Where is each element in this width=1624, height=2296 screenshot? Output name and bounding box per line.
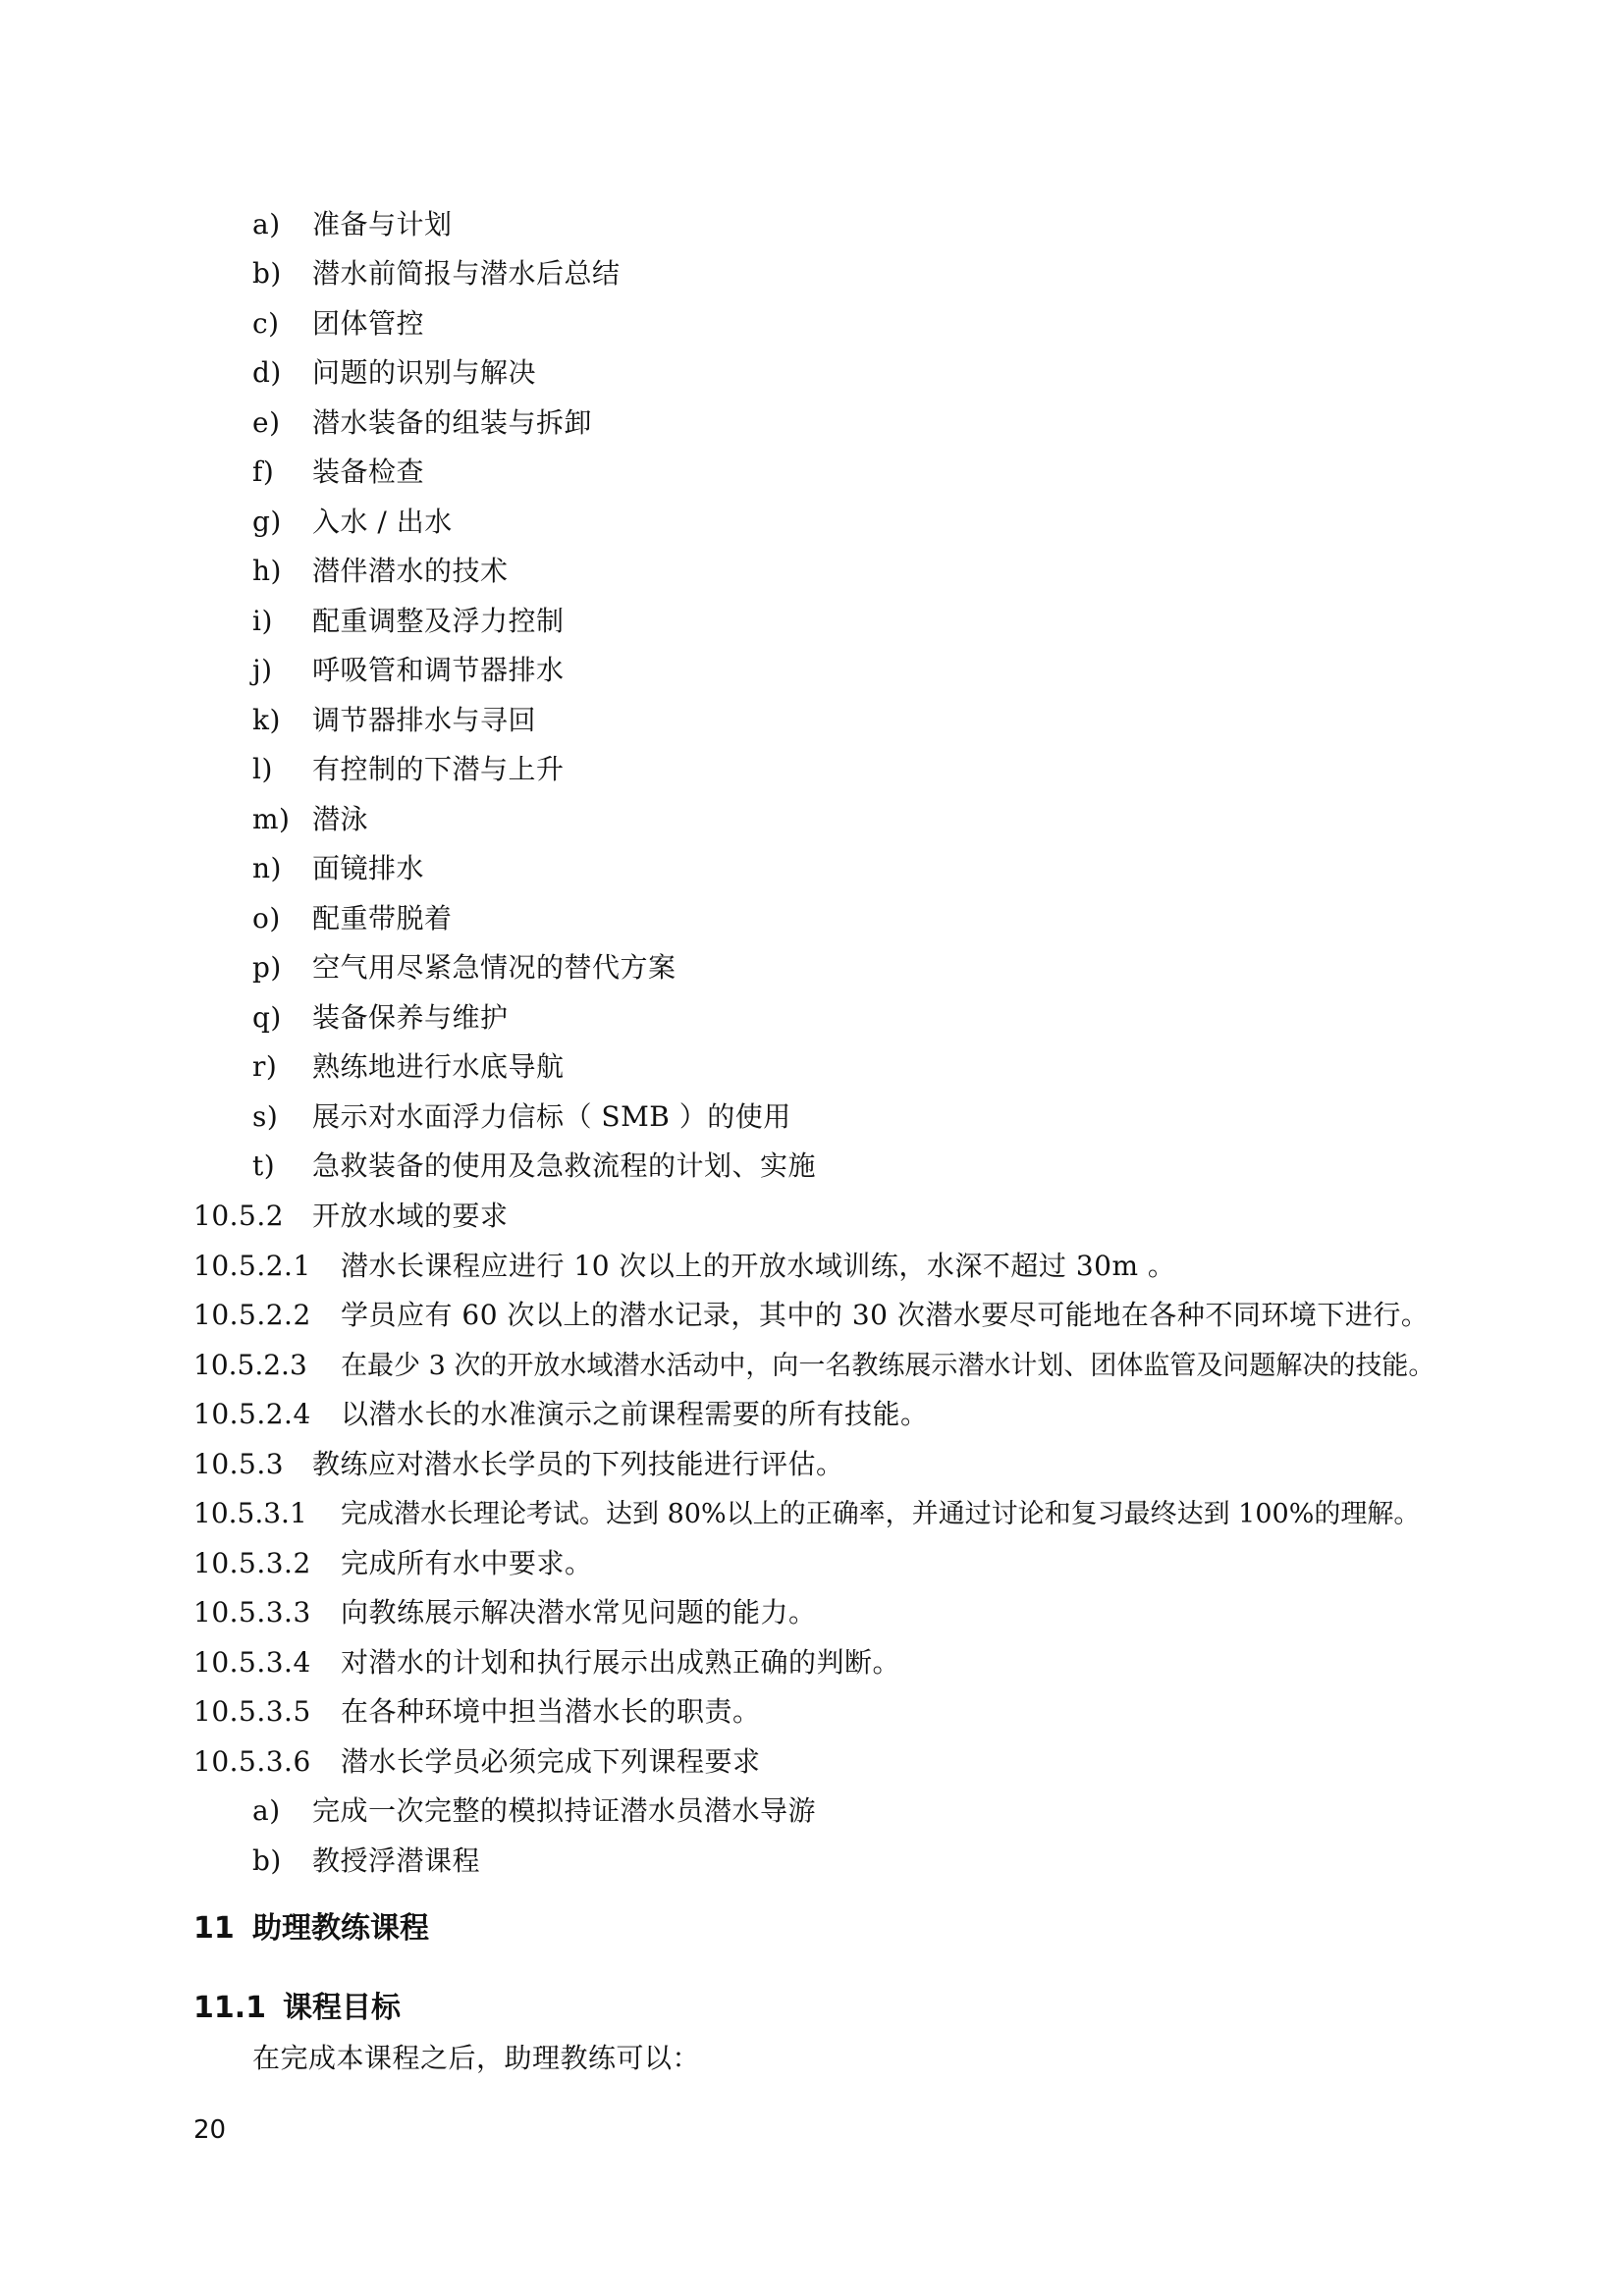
clause [193,1494,1420,1534]
list-item-text: 团体管控 [312,307,425,340]
list-item-label: b) [252,1844,282,1877]
list-item-text: 潜水装备的组装与拆卸 [312,406,593,439]
list-item-text: 潜水前简报与潜水后总结 [312,257,621,290]
clause-text: 潜水长学员必须完成下列课程要求 [341,1745,761,1778]
list-item [252,254,621,294]
list-item [252,453,424,492]
clause-text: 完成潜水长理论考试。达到 80%以上的正确率，并通过讨论和复习最终达到 100%的理解。 [341,1499,1421,1529]
clause-number: 10.5.2.4 [193,1398,311,1430]
list-item-text: 急救装备的使用及急救流程的计划、实施 [312,1149,817,1182]
list-item-text: 面镜排水 [312,852,425,884]
list-item-label: g) [252,506,282,538]
list-item-label: a) [252,208,281,240]
list-item-text: 潜伴潜水的技术 [312,555,509,587]
list-item-text: 完成一次完整的模拟持证潜水员潜水导游 [312,1794,817,1827]
clause-number: 10.5.3.5 [193,1695,311,1728]
list-item-text: 装备保养与维护 [312,1001,509,1034]
list-item [252,503,453,542]
list-item [252,353,536,393]
list-item-label: r) [252,1050,278,1083]
list-item-label: t) [252,1149,276,1182]
list-item [252,1097,791,1137]
clause-text: 学员应有 60 次以上的潜水记录，其中的 30 次潜水要尽可能地在各种不同环境下进行。 [341,1299,1430,1331]
list-item [252,304,424,344]
clause [193,1544,593,1583]
list-item [252,602,565,641]
clause-number: 10.5.3.6 [193,1745,311,1778]
list-item-text: 配重带脱着 [312,902,453,934]
list-item-text: 入水 / 出水 [312,506,453,538]
intro-paragraph: 在完成本课程之后，助理教练可以： [252,2042,701,2074]
clause-text: 在各种环境中担当潜水长的职责。 [341,1695,761,1728]
list-item-label: c) [252,307,280,340]
list-item-label: m) [252,803,291,835]
clause [193,1445,844,1484]
clause-text: 在最少 3 次的开放水域潜水活动中，向一名教练展示潜水计划、团体监管及问题解决的技能。 [341,1351,1435,1381]
list-item-label: e) [252,406,281,439]
list-item [252,651,565,690]
clause-text: 完成所有水中要求。 [341,1547,593,1579]
list-item-label: q) [252,1001,282,1034]
clause-number: 10.5.2 [193,1200,285,1232]
list-item-label: a) [252,1794,281,1827]
list-item-text: 调节器排水与寻回 [312,704,537,736]
clause [193,1742,761,1782]
list-item [252,701,536,740]
list-item-text: 有控制的下潜与上升 [312,753,565,785]
section-number: 11 [193,1911,235,1946]
list-item-text: 展示对水面浮力信标（ SMB ）的使用 [312,1100,791,1133]
list-item-label: b) [252,257,282,290]
list-item-text: 空气用尽紧急情况的替代方案 [312,951,677,984]
clause-number: 10.5.3.3 [193,1596,311,1629]
clause-number: 10.5.3.1 [193,1497,307,1529]
list-item [252,800,368,839]
list-item [252,403,592,443]
clause [193,1247,1175,1286]
clause [193,1197,509,1236]
section-title: 助理教练课程 [252,1911,429,1946]
clause [193,1643,900,1682]
list-item [252,1047,565,1087]
list-item-text: 熟练地进行水底导航 [312,1050,565,1083]
clause-number: 10.5.2.1 [193,1250,311,1282]
list-item [252,899,453,938]
list-item [252,1147,816,1186]
list-item-label: o) [252,902,281,934]
list-item [252,750,565,789]
list-item-label: n) [252,852,282,884]
clause [193,1296,1429,1335]
clause [193,1593,817,1632]
clause-text: 教练应对潜水长学员的下列技能进行评估。 [312,1448,844,1480]
subsection-title: 课程目标 [283,1991,401,2025]
list-item-label: j) [252,654,273,686]
clause-number: 10.5.3.2 [193,1547,311,1579]
list-item-text: 装备检查 [312,455,425,488]
list-item-label: l) [252,753,273,785]
list-item-text: 准备与计划 [312,208,453,240]
clause [193,1395,929,1434]
clause-text: 开放水域的要求 [312,1200,509,1232]
list-item-label: k) [252,704,281,736]
clause-number: 10.5.2.2 [193,1299,311,1331]
list-item [252,1842,480,1881]
section-heading [193,1909,429,1949]
clause-text: 对潜水的计划和执行展示出成熟正确的判断。 [341,1646,901,1679]
list-item [252,205,453,244]
list-item-text: 配重调整及浮力控制 [312,605,565,637]
list-item-label: i) [252,605,273,637]
list-item-label: p) [252,951,282,984]
list-item [252,849,424,888]
clause-number: 10.5.3.4 [193,1646,311,1679]
list-item-label: d) [252,356,282,389]
list-item [252,1791,816,1831]
subsection-heading [193,1989,401,2028]
clause-number: 10.5.2.3 [193,1349,307,1381]
list-item-label: f) [252,455,275,488]
list-item-text: 潜泳 [312,803,369,835]
subsection-number: 11.1 [193,1991,267,2025]
clause-number: 10.5.3 [193,1448,285,1480]
clause [193,1692,761,1732]
list-item-label: h) [252,555,282,587]
clause-text: 以潜水长的水准演示之前课程需要的所有技能。 [341,1398,929,1430]
list-item-text: 呼吸管和调节器排水 [312,654,565,686]
list-item-text: 教授浮潜课程 [312,1844,481,1877]
list-item [252,998,509,1038]
list-item-text: 问题的识别与解决 [312,356,537,389]
page-number: 20 [193,2115,227,2145]
clause-text: 潜水长课程应进行 10 次以上的开放水域训练，水深不超过 30m 。 [341,1250,1176,1282]
clause-text: 向教练展示解决潜水常见问题的能力。 [341,1596,817,1629]
list-item-label: s) [252,1100,279,1133]
list-item [252,552,509,591]
clause [193,1346,1435,1386]
list-item [252,948,677,988]
